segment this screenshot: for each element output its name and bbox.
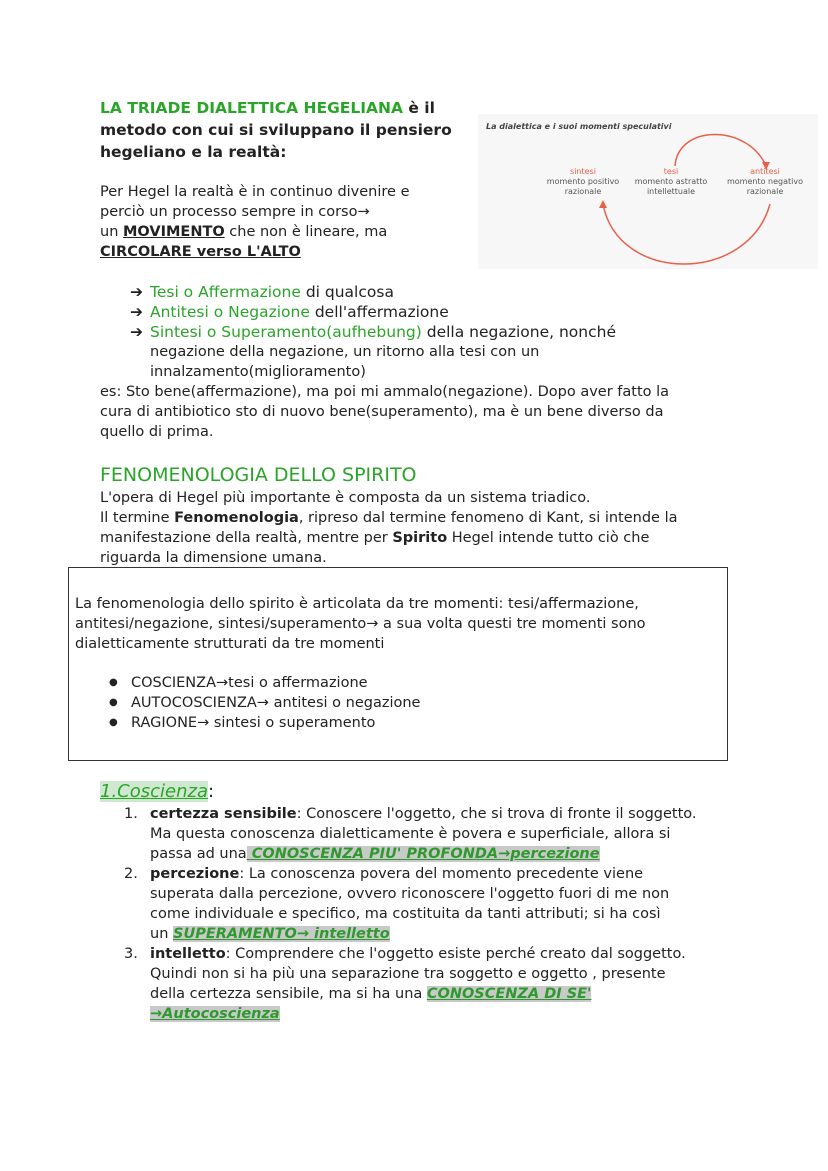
arrow-icon: ➔	[130, 283, 143, 301]
text-line: La fenomenologia dello spirito è articolata da tre momenti: tesi/affermazione,	[75, 596, 639, 612]
arrow-icon: ➔	[130, 323, 143, 341]
text: 2.	[124, 866, 138, 882]
text: manifestazione della realtà, mentre per	[100, 530, 393, 546]
triad-term: Sintesi o Superamento(aufhebung)	[150, 323, 422, 341]
example-line: quello di prima.	[100, 424, 214, 440]
text: , ripreso dal termine fenomeno di Kant, si intende la	[298, 510, 678, 526]
fenomenologia-section	[100, 462, 678, 568]
intro-title	[100, 97, 452, 163]
highlight: SUPERAMENTO→ intelletto	[173, 926, 390, 942]
text: 3.	[124, 946, 138, 962]
example-line: es: Sto bene(affermazione), ma poi mi ammalo(negazione). Dopo aver fatto la	[100, 384, 670, 400]
bullet-icon: ●	[109, 717, 118, 728]
circolare-text: CIRCOLARE verso L'ALTO	[100, 244, 301, 260]
sintesi-label	[538, 167, 628, 197]
list-item	[75, 713, 646, 733]
text: antitesi	[750, 167, 780, 176]
text: intellettuale	[646, 187, 696, 196]
text: :	[208, 781, 215, 802]
text: : Conoscere l'oggetto, che si trova di fronte il soggetto.	[296, 806, 697, 822]
list-item	[75, 673, 646, 693]
figure-caption: La dialettica e i suoi momenti speculativi	[486, 122, 672, 131]
text: di qualcosa	[300, 283, 394, 301]
text: momento negativo	[726, 177, 803, 186]
title-text: metodo con cui si sviluppano il pensiero	[100, 121, 452, 139]
text: tesi	[663, 167, 679, 176]
text: che non è lineare, ma	[224, 224, 388, 240]
tesi-label	[626, 167, 716, 197]
text: della negazione, nonché	[421, 323, 616, 341]
text-line: dialetticamente strutturati da tre momenti	[75, 636, 385, 652]
movimento-text: MOVIMENTO	[123, 224, 225, 240]
dialectic-figure	[478, 114, 818, 269]
text: Il termine	[100, 510, 175, 526]
highlight: CONOSCENZA PIU' PROFONDA→percezione	[246, 846, 600, 862]
text: un	[100, 224, 123, 240]
text: intelletto	[150, 946, 226, 962]
text-line: innalzamento(miglioramento)	[150, 364, 366, 380]
highlight: CONOSCENZA DI SE'	[426, 986, 592, 1002]
text: Quindi non si ha più una separazione tra soggetto e oggetto , presente	[150, 966, 666, 982]
text: momento positivo	[546, 177, 620, 186]
text-line: negazione della negazione, un ritorno alla tesi con un	[150, 344, 540, 360]
title-text: è il	[403, 99, 435, 117]
text: percezione	[150, 866, 240, 882]
bold-term: Spirito	[392, 530, 448, 546]
text-line: riguarda la dimensione umana.	[100, 550, 327, 566]
text-line: L'opera di Hegel più importante è composta da un sistema triadico.	[100, 490, 591, 506]
bullet-icon: ●	[109, 697, 118, 708]
intro-paragraph	[100, 182, 410, 262]
bold-term: Fenomenologia	[174, 510, 299, 526]
summary-box	[68, 567, 728, 761]
text: passa ad una	[150, 846, 247, 862]
triad-term: Antitesi o Negazione	[150, 303, 310, 321]
title-green: LA TRIADE DIALETTICA HEGELIANA	[100, 99, 403, 117]
arrow-icon: ➔	[130, 303, 143, 321]
text: superata dalla percezione, ovvero riconoscere l'oggetto fuori di me non	[150, 886, 670, 902]
highlight: →Autocoscienza	[150, 1006, 280, 1022]
text: come individuale e specifico, ma costituita da tanti attributi; si ha così	[150, 906, 661, 922]
text: Hegel intende tutto ciò che	[447, 530, 650, 546]
section-heading: 1.Coscienza	[100, 781, 208, 802]
text: certezza sensibile	[150, 806, 297, 822]
text: Ma questa conoscenza dialetticamente è povera e superficiale, allora si	[150, 826, 671, 842]
text: della certezza sensibile, ma si ha una	[150, 986, 427, 1002]
text: 1.	[124, 806, 138, 822]
text: AUTOCOSCIENZA→ antitesi o negazione	[131, 695, 421, 711]
text: momento astratto	[634, 177, 708, 186]
text: : La conoscenza povera del momento precedente viene	[239, 866, 644, 882]
title-text: hegeliano e la realtà:	[100, 143, 287, 161]
text: : Comprendere che l'oggetto esiste perché creato dal soggetto.	[225, 946, 686, 962]
text-line: Per Hegel la realtà è in continuo divenire e	[100, 184, 410, 200]
triad-list	[100, 282, 669, 442]
text: sintesi	[570, 167, 596, 176]
text: razionale	[564, 187, 602, 196]
coscienza-section	[100, 780, 697, 1024]
antitesi-label	[720, 167, 810, 197]
bullet-icon: ●	[109, 677, 118, 688]
example-line: cura di antibiotico sto di nuovo bene(superamento), ma è un bene diverso da	[100, 404, 664, 420]
text: razionale	[746, 187, 784, 196]
list-item	[75, 693, 646, 713]
text-line: perciò un processo sempre in corso→	[100, 204, 370, 220]
text: dell'affermazione	[309, 303, 449, 321]
text: un	[150, 926, 173, 942]
text: RAGIONE→ sintesi o superamento	[131, 715, 376, 731]
triad-term: Tesi o Affermazione	[150, 283, 301, 301]
text: COSCIENZA→tesi o affermazione	[131, 675, 368, 691]
text-line: antitesi/negazione, sintesi/superamento→ a sua volta questi tre momenti sono	[75, 616, 646, 632]
section-heading: FENOMENOLOGIA DELLO SPIRITO	[100, 464, 417, 486]
